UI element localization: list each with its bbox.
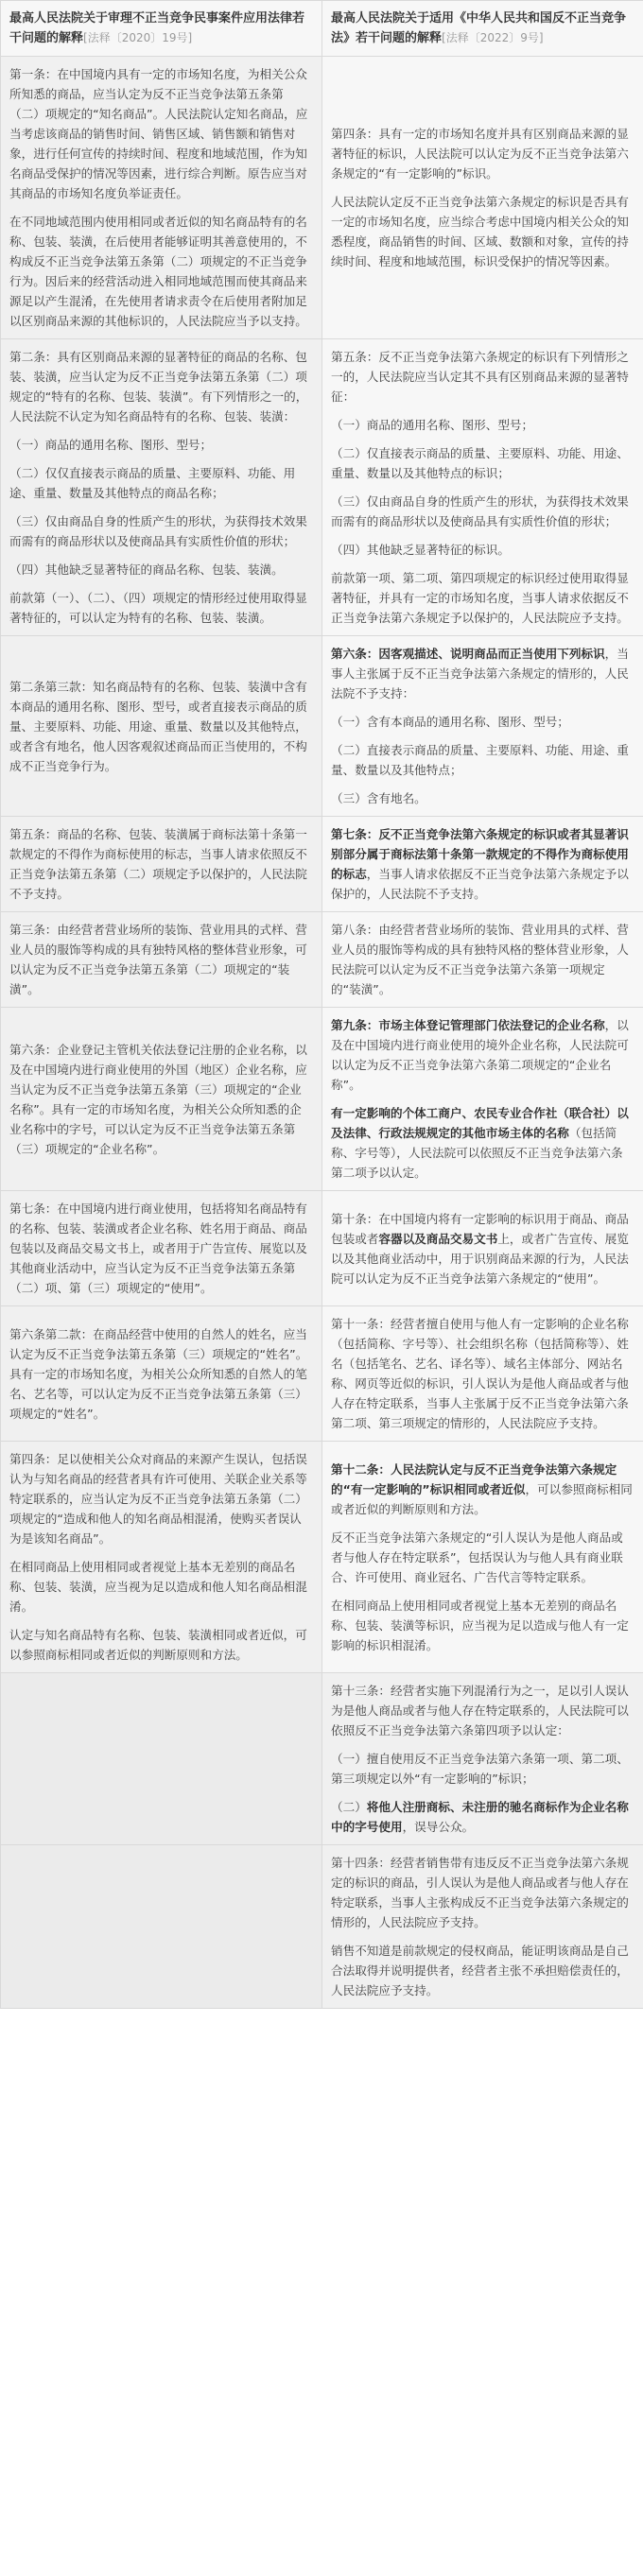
clause-paragraph: （一）商品的通用名称、图形、型号； [331, 418, 534, 432]
old-clause-cell [1, 817, 322, 912]
clause-paragraph: 第八条：由经营者营业场所的装饰、营业用具的式样、营业人员的服饰等构成的具有独特风格的整体营业形象，人民法院可以认定为反不正当竞争法第六条第一项规定的“装潢”。 [331, 923, 629, 996]
header-right-tag: [法释〔2022〕9号] [442, 31, 544, 44]
emphasis-text: 第十二条：人民法院认定与反不正当竞争法第六条规定的“有一定影响的”标识相同或者近似 [331, 1461, 617, 1496]
clause-paragraph: （四）其他缺乏显著特征的标识。 [331, 543, 510, 557]
clause-paragraph: 前款第（一）、（二）、（四）项规定的情形经过使用取得显著特征的，可以认定为特有的名称、包装、装潢。 [9, 591, 307, 625]
old-clause-cell [1, 1008, 322, 1191]
new-clause-cell [322, 1845, 643, 2009]
clause-paragraph: 第一条：在中国境内具有一定的市场知名度，为相关公众所知悉的商品，应当认定为反不正当竞争法第五条第（二）项规定的“知名商品”。人民法院认定知名商品，应当考虑该商品的销售时间、销售区域、销售额和销售对象，进行任何宣传的持续时间、程度和地域范围，作为知名商品受保护的情况等因素，进行综合判断。原告应当对其商品的市场知名度负举证责任。 [9, 67, 308, 200]
clause-paragraph: 第二条：具有区别商品来源的显著特征的商品的名称、包装、装潢，应当认定为反不正当竞争法第五条第（二）项规定的“特有的名称、包装、装潢”。有下列情形之一的，人民法院不认定为知名商品特有的名称、包装、装潢： [9, 350, 308, 424]
new-clause-cell [322, 1673, 643, 1845]
new-clause-cell [322, 912, 643, 1008]
clause-paragraph: （四）其他缺乏显著特征的商品名称、包装、装潢。 [9, 562, 284, 577]
clause-paragraph: 第六条：因客观描述、说明商品而正当使用下列标识，当事人主张属于反不正当竞争法第六条规定的情形的，人民法院不予支持： [331, 647, 629, 700]
empty-cell [1, 1673, 322, 1845]
table-row [1, 1008, 643, 1191]
clause-paragraph: （二）仅直接表示商品的质量、主要原料、功能、用途、重量、数量以及其他特点的标识； [331, 446, 629, 480]
new-clause-cell [322, 57, 643, 339]
emphasis-text: 第九条：市场主体登记管理部门依法登记的企业名称 [331, 1018, 605, 1032]
clause-paragraph: 有一定影响的个体工商户、农民专业合作社（联合社）以及法律、行政法规规定的其他市场主体的名称（包括简称、字号等），人民法院可以依照反不正当竞争法第六条第二项予以认定。 [331, 1106, 629, 1180]
clause-paragraph: 销售不知道是前款规定的侵权商品，能证明该商品是自己合法取得并说明提供者，经营者主张不承担赔偿责任的，人民法院应予支持。 [331, 1944, 629, 1997]
new-clause-cell [322, 339, 643, 636]
table-row [1, 817, 643, 912]
emphasis-text: 第六条：因客观描述、说明商品而正当使用下列标识 [331, 647, 605, 661]
table-row [1, 1306, 643, 1442]
clause-paragraph: 第十四条：经营者销售带有违反反不正当竞争法第六条规定的标识的商品，引人误认为是他人商品或者与他人存在特定联系，当事人主张构成反不正当竞争法第六条规定的情形的，人民法院应予支持。 [331, 1856, 629, 1929]
old-clause-cell [1, 339, 322, 636]
clause-paragraph: 第六条第二款：在商品经营中使用的自然人的姓名，应当认定为反不正当竞争法第五条第（三）项规定的“姓名”。具有一定的市场知名度，为相关公众所知悉的自然人的笔名、艺名等，可以认定为反不正当竞争法第五条第（三）项规定的“姓名”。 [9, 1326, 308, 1421]
clause-paragraph: 反不正当竞争法第六条规定的“引人误认为是他人商品或者与他人存在特定联系”，包括误认为与他人具有商业联合、许可使用、商业冠名、广告代言等特定联系。 [331, 1530, 623, 1584]
clause-paragraph: 人民法院认定反不正当竞争法第六条规定的标识是否具有一定的市场知名度，应当综合考虑中国境内相关公众的知悉程度，商品销售的时间、区域、数额和对象，宣传的持续时间、程度和地域范围，标识受保护的情况等因素。 [331, 195, 629, 268]
header-left [1, 1, 322, 57]
clause-paragraph: 第五条：反不正当竞争法第六条规定的标识有下列情形之一的，人民法院应当认定其不具有区别商品来源的显著特征： [331, 350, 629, 404]
clause-paragraph: （三）仅由商品自身的性质产生的形状，为获得技术效果而需有的商品形状以及使商品具有实质性价值的形状； [331, 494, 629, 528]
clause-paragraph: 在相同商品上使用相同或者视觉上基本无差别的商品名称、包装、装潢等标识，应当视为足以造成与他人有一定影响的标识相混淆。 [331, 1598, 629, 1652]
clause-paragraph: 第四条：足以使相关公众对商品的来源产生误认，包括误认为与知名商品的经营者具有许可使用、关联企业关系等特定联系的，应当认定为反不正当竞争法第五条第（二）项规定的“造成和他人的知名商品相混淆，使购买者误认为是该知名商品”。 [9, 1452, 307, 1546]
clause-paragraph: 第三条：由经营者营业场所的装饰、营业用具的式样、营业人员的服饰等构成的具有独特风格的整体营业形象，可以认定为反不正当竞争法第五条第（二）项规定的“装潢”。 [9, 923, 307, 996]
table-row [1, 57, 643, 339]
table-row [1, 1191, 643, 1306]
emphasis-text: 第七条：反不正当竞争法第六条规定的标识或者其显著识别部分属于商标法第十条第一款规定的不得作为商标使用的标志 [331, 827, 629, 881]
header-right [322, 1, 643, 57]
clause-paragraph: （一）含有本商品的通用名称、图形、型号； [331, 715, 569, 729]
new-clause-cell [322, 1306, 643, 1442]
emphasis-text: 容器以及商品交易文书 [378, 1231, 498, 1246]
new-clause-cell [322, 636, 643, 817]
clause-paragraph: 第五条：商品的名称、包装、装潢属于商标法第十条第一款规定的不得作为商标使用的标志，当事人请求依照反不正当竞争法第五条第（二）项规定予以保护的，人民法院不予支持。 [9, 827, 307, 901]
clause-paragraph: 第六条：企业登记主管机关依法登记注册的企业名称，以及在中国境内进行商业使用的外国（地区）企业名称，应当认定为反不正当竞争法第五条第（三）项规定的“企业名称”。具有一定的市场知名度，为相关公众所知悉的企业名称中的字号，可以认定为反不正当竞争法第五条第（三）项规定的“企业名称”。 [9, 1042, 307, 1156]
clause-paragraph: 第七条：在中国境内进行商业使用，包括将知名商品特有的名称、包装、装潢或者企业名称、姓名用于商品、商品包装以及商品交易文书上，或者用于广告宣传、展览以及其他商业活动中，应当认定为反不正当竞争法第五条第（二）项、第（三）项规定的“使用”。 [9, 1202, 307, 1295]
clause-paragraph: （二）将他人注册商标、未注册的驰名商标作为企业名称中的字号使用，误导公众。 [331, 1800, 629, 1834]
table-row [1, 1673, 643, 1845]
clause-paragraph: 第四条：具有一定的市场知名度并具有区别商品来源的显著特征的标识，人民法院可以认定为反不正当竞争法第六条规定的“有一定影响的”标识。 [331, 127, 629, 181]
old-clause-cell [1, 912, 322, 1008]
clause-paragraph: 在相同商品上使用相同或者视觉上基本无差别的商品名称、包装、装潢，应当视为足以造成和他人知名商品相混淆。 [9, 1560, 307, 1614]
old-clause-cell [1, 1191, 322, 1306]
clause-paragraph: （三）含有地名。 [331, 791, 426, 805]
old-clause-cell [1, 1306, 322, 1442]
clause-paragraph: （一）商品的通用名称、图形、型号； [9, 438, 213, 452]
clause-paragraph: （二）仅仅直接表示商品的质量、主要原料、功能、用途、重量、数量及其他特点的商品名称； [9, 466, 296, 500]
clause-paragraph: 在不同地域范围内使用相同或者近似的知名商品特有的名称、包装、装潢，在后使用者能够证明其善意使用的，不构成反不正当竞争法第五条第（二）项规定的不正当竞争行为。因后来的经营活动进入相同地域范围而使其商品来源足以产生混淆，在先使用者请求责令在后使用者附加足以区别商品来源的其他标识的，人民法院应当予以支持。 [9, 215, 307, 328]
clause-paragraph: 第十一条：经营者擅自使用与他人有一定影响的企业名称（包括简称、字号等）、社会组织名称（包括简称等）、姓名（包括笔名、艺名、译名等）、域名主体部分、网站名称、网页等近似的标识，引人误认为是他人商品或者与他人存在特定联系，当事人主张属于反不正当竞争法第六条第二项、第三项规定的情形的，人民法院应予支持。 [331, 1317, 629, 1430]
table-row [1, 912, 643, 1008]
old-clause-cell [1, 1442, 322, 1673]
clause-paragraph: （三）仅由商品自身的性质产生的形状，为获得技术效果而需有的商品形状以及使商品具有实质性价值的形状； [9, 514, 307, 548]
table-row [1, 636, 643, 817]
new-clause-cell [322, 1442, 643, 1673]
new-clause-cell [322, 1191, 643, 1306]
clause-paragraph: 第十三条：经营者实施下列混淆行为之一，足以引人误认为是他人商品或者与他人存在特定联系的，人民法院可以依照反不正当竞争法第六条第四项予以认定： [331, 1684, 629, 1738]
old-clause-cell [1, 57, 322, 339]
table-header-row [1, 1, 643, 57]
clause-paragraph: 第十二条：人民法院认定与反不正当竞争法第六条规定的“有一定影响的”标识相同或者近似，可以参照商标相同或者近似的判断原则和方法。 [331, 1461, 633, 1516]
old-clause-cell [1, 636, 322, 817]
header-left-tag: [法释〔2020〕19号] [83, 31, 193, 44]
table-row [1, 339, 643, 636]
clause-paragraph: （一）擅自使用反不正当竞争法第六条第一项、第二项、第三项规定以外“有一定影响的”标识； [331, 1752, 629, 1786]
clause-paragraph: 认定与知名商品特有名称、包装、装潢相同或者近似，可以参照商标相同或者近似的判断原则和方法。 [9, 1628, 307, 1662]
table-row [1, 1442, 643, 1673]
new-clause-cell [322, 817, 643, 912]
table-row [1, 1845, 643, 2009]
clause-paragraph: 第九条：市场主体登记管理部门依法登记的企业名称，以及在中国境内进行商业使用的境外企业名称，人民法院可以认定为反不正当竞争法第六条第二项规定的“企业名称”。 [331, 1018, 629, 1092]
new-clause-cell [322, 1008, 643, 1191]
clause-paragraph: 第七条：反不正当竞争法第六条规定的标识或者其显著识别部分属于商标法第十条第一款规定的不得作为商标使用的标志，当事人请求依据反不正当竞争法第六条规定予以保护的，人民法院不予支持。 [331, 827, 629, 901]
header-left-title: 最高人民法院关于审理不正当竞争民事案件应用法律若干问题的解释 [9, 11, 305, 45]
emphasis-text: 有一定影响的个体工商户、农民专业合作社（联合社）以及法律、行政法规规定的其他市场主体的名称 [331, 1106, 629, 1140]
clause-paragraph: 第十条：在中国境内将有一定影响的标识用于商品、商品包装或者容器以及商品交易文书上，或者广告宣传、展览以及其他商业活动中，用于识别商品来源的行为，人民法院可以认定为反不正当竞争法第六条规定的“使用”。 [331, 1211, 629, 1286]
emphasis-text: 将他人注册商标、未注册的驰名商标作为企业名称中的字号使用 [331, 1800, 629, 1834]
empty-cell [1, 1845, 322, 2009]
header-right-title: 最高人民法院关于适用《中华人民共和国反不正当竞争法》若干问题的解释 [331, 11, 627, 45]
clause-paragraph: 前款第一项、第二项、第四项规定的标识经过使用取得显著特征，并具有一定的市场知名度，当事人请求依据反不正当竞争法第六条规定予以保护的，人民法院应予支持。 [331, 571, 629, 625]
clause-paragraph: 第二条第三款：知名商品特有的名称、包装、装潢中含有本商品的通用名称、图形、型号，或者直接表示商品的质量、主要原料、功能、用途、重量、数量以及其他特点，或者含有地名，他人因客观叙述商品而正当使用的，不构成不正当竞争行为。 [9, 679, 307, 773]
clause-paragraph: （二）直接表示商品的质量、主要原料、功能、用途、重量、数量以及其他特点； [331, 743, 629, 777]
